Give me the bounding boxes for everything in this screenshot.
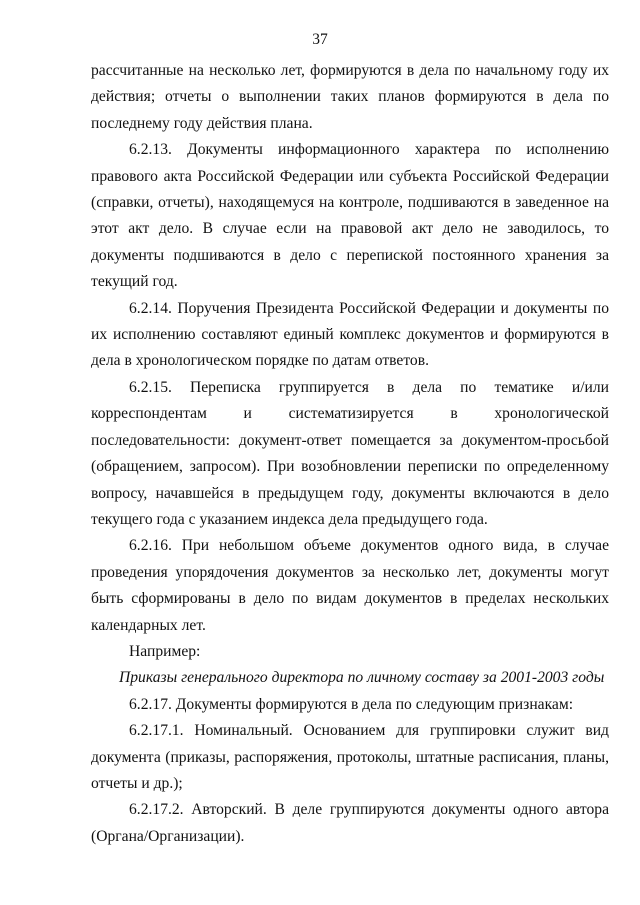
paragraph-6-2-14: 6.2.14. Поручения Президента Российской Федерации и документы по их исполнению составляют единый комплекс документов и формируются в дела в хронологическом порядке по датам ответов. <box>91 299 609 370</box>
paragraph-6-2-17-2: 6.2.17.2. Авторский. В деле группируются документы одного автора (Органа/Организации). <box>91 801 609 845</box>
example-label: Например: <box>129 642 201 660</box>
paragraph-continuation: рассчитанные на несколько лет, формируются в дела по начальному году их действия; отчеты о выполнении таких планов формируются в дела по последнему году действия плана. <box>91 62 609 132</box>
document-body <box>91 58 609 850</box>
paragraph-6-2-17-1: 6.2.17.1. Номинальный. Основанием для группировки служит вид документа (приказы, распоряжения, протоколы, штатные расписания, планы, отчеты и др.); <box>91 722 609 792</box>
paragraph-6-2-17: 6.2.17. Документы формируются в дела по следующим признакам: <box>129 695 574 713</box>
paragraph-6-2-16: 6.2.16. При небольшом объеме документов одного вида, в случае проведения упорядочения документов за несколько лет, документы могут быть сформированы в дело по видам документов в пределах нескольких календарных лет. <box>91 537 609 634</box>
paragraph-6-2-13: 6.2.13. Документы информационного характера по исполнению правового акта Российской Федерации или субъекта Российской Федерации (справки, отчеты), находящемуся на контроле, подшиваются в заведенное на этот акт дело. В случае если на правовой акт дело не заводилось, то документы подшиваются в дело с перепиской постоянного хранения за текущий год. <box>91 141 609 291</box>
page-number: 37 <box>312 31 328 48</box>
example-text: Приказы генерального директора по личному составу за 2001-2003 годы <box>119 669 605 687</box>
paragraph-6-2-15: 6.2.15. Переписка группируется в дела по тематике и/или корреспондентам и систематизируется в хронологической последовательности: документ-ответ помещается за документом-просьбой (обращением, запросом). При возобновлении переписки по определенному вопросу, начавшейся в предыдущем году, документы включаются в дело текущего года с указанием индекса дела предыдущего года. <box>91 378 609 528</box>
